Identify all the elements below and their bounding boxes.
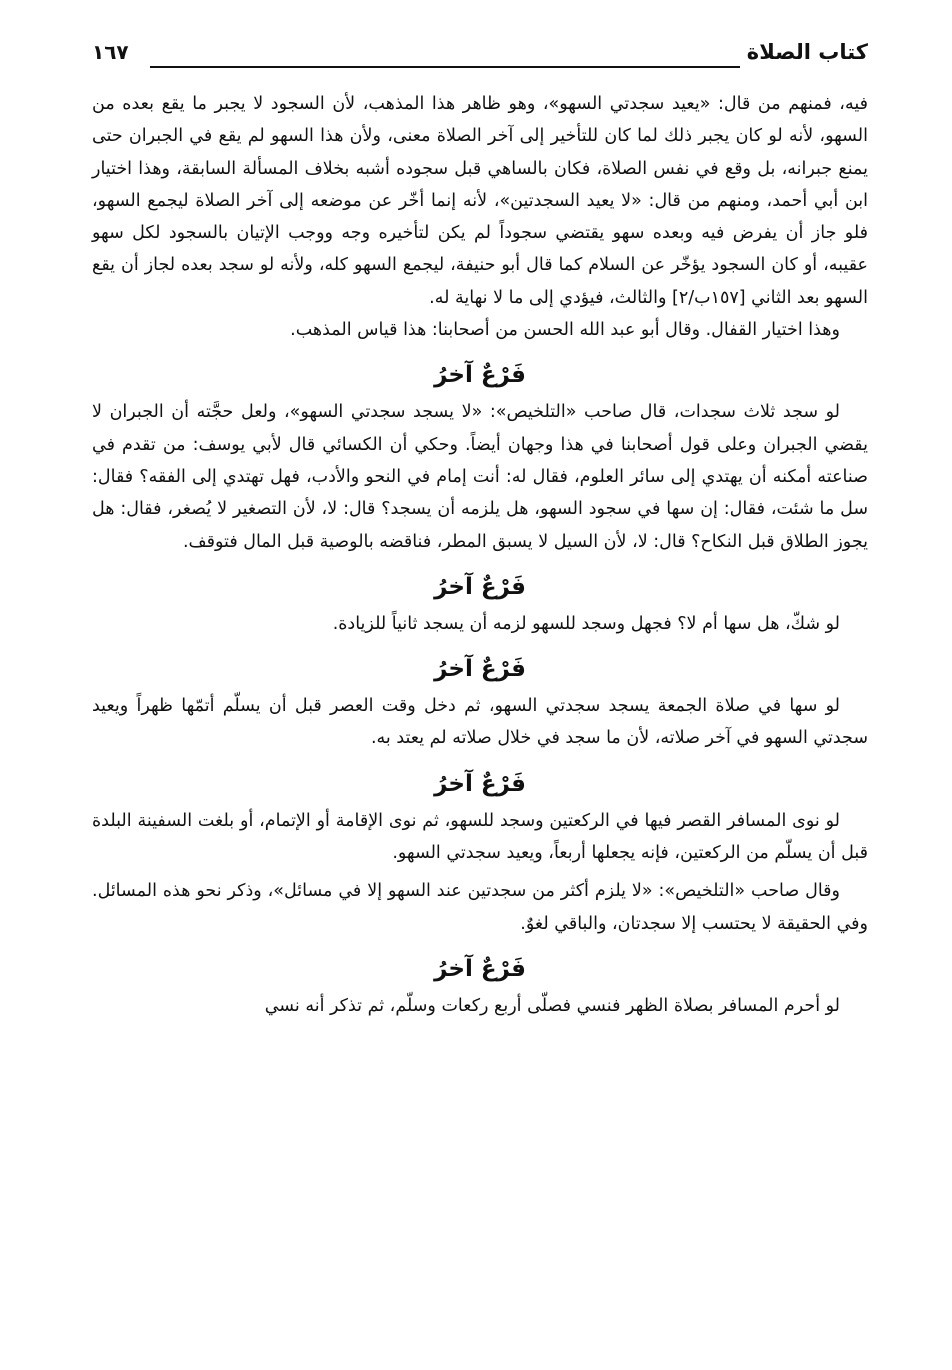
header-divider [150,66,740,68]
paragraph: لو سجد ثلاث سجدات، قال صاحب «التلخيص»: «لا يسجد سجدتي السهو»، ولعل حجَّته أن الجبران لا يقضي الجبران وعلى قول أصحابنا في هذا وجهان أيضاً. وحكي أن الكسائي قال لأبي يوسف: من تقدم في صناعته أمكنه أن يهتدي إلى سائر العلوم، فقال له: أنت إمام في النحو والأدب، فهل تهتدي إلى الفقه؟ فقال: سل ما شئت، فقال: إن سها في سجود السهو، هل يلزمه أن يسجد؟ قال: لا، لأن التصغير لا يُصغر، فقال: هل يجوز الطلاق قبل النكاح؟ قال: لا، لأن السيل لا يسبق المطر، فناقضه بالوصية قبل المال فتوقف. [92,402,868,552]
page-header [92,36,868,80]
section-heading: فَرْعٌ آخرُ [434,573,526,600]
section-heading: فَرْعٌ آخرُ [434,656,526,683]
section-heading: فَرْعٌ آخرُ [434,955,526,982]
paragraph: لو نوى المسافر القصر فيها في الركعتين وسجد للسهو، ثم نوى الإقامة أو الإتمام، أو بلغت السفينة البلدة قبل أن يسلّم من الركعتين، فإنه يجعلها أربعاً، ويعيد سجدتي السهو. [92,810,868,864]
paragraph: لو شكّ، هل سها أم لا؟ فجهل وسجد للسهو لزمه أن يسجد ثانياً للزيادة. [332,613,840,634]
section-heading: فَرْعٌ آخرُ [434,362,526,389]
section-heading: فَرْعٌ آخرُ [434,770,526,797]
book-title: كتاب الصلاة [746,40,868,64]
page-body [92,88,868,1022]
page-number: ١٦٧ [92,40,129,64]
paragraph: لو أحرم المسافر بصلاة الظهر فنسي فصلّى أربع ركعات وسلّم، ثم تذكر أنه نسي [264,995,840,1016]
paragraph: لو سها في صلاة الجمعة يسجد سجدتي السهو، ثم دخل وقت العصر قبل أن يسلّم أتمّها ظهراً ويعيد سجدتي السهو في آخر صلاته، لأن ما سجد في خلال صلاته لم يعتد به. [92,696,868,749]
paragraph: وهذا اختيار القفال. وقال أبو عبد الله الحسن من أصحابنا: هذا قياس المذهب. [290,320,840,341]
paragraph: فيه، فمنهم من قال: «يعيد سجدتي السهو»، وهو ظاهر هذا المذهب، لأن السجود لا يجبر ما يقع بعده من السهو، لأنه لو كان يجبر ذلك لما كان للتأخير إلى آخر الصلاة معنى، ولأن هذا السهو لم يقع في الجبران حتى يمنع جبرانه، بل وقع في نفس الصلاة، فكان بالساهي قبل سجوده أشبه بخلاف المسألة السابقة، وهذا اختيار ابن أبي أحمد، ومنهم من قال: «لا يعيد السجدتين»، لأنه إنما أخّر عن موضعه إلى آخر الصلاة ليجمع السهو، فلو جاز أن يفرض فيه وبعده سهو يقتضي سجوداً لم يكن لتأخيره وجه ووجب الإتيان بالسجود لكل سهو عقيبه، أو كان السجود يؤخّر عن السلام كما قال أبو حنيفة، ليجمع السهو كله، ولأنه لو سجد بعده لجاز أن يقع السهو بعد الثاني [١٥٧ب/٢] والثالث، فيؤدي إلى ما لا نهاية له. [92,94,868,308]
paragraph: وقال صاحب «التلخيص»: «لا يلزم أكثر من سجدتين عند السهو إلا في مسائل»، وذكر نحو هذه المسائل. وفي الحقيقة لا يحتسب إلا سجدتان، والباقي لغوٌ. [92,881,868,934]
